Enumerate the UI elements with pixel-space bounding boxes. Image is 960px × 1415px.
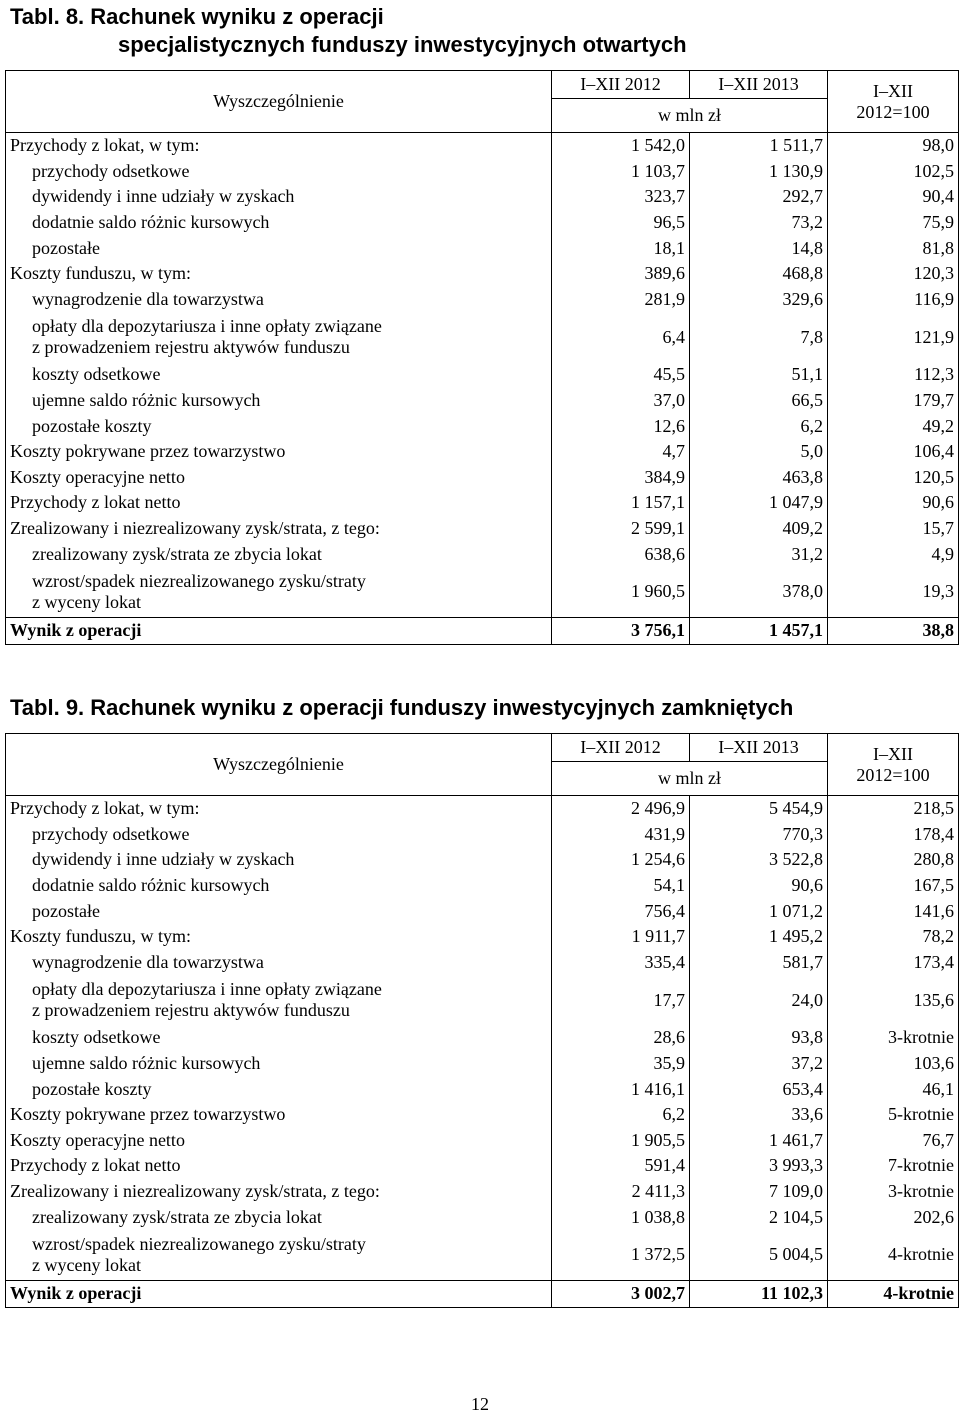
row-value-v3: 76,7 xyxy=(828,1128,959,1154)
table8-header-index-line2: 2012=100 xyxy=(856,101,930,122)
row-value-v2: 463,8 xyxy=(690,465,828,491)
table-row xyxy=(6,796,959,822)
table-row xyxy=(6,1280,959,1307)
row-value-v1: 281,9 xyxy=(552,287,690,313)
row-value-v2: 1 130,9 xyxy=(690,159,828,185)
row-value-v3: 280,8 xyxy=(828,847,959,873)
row-value-v2: 51,1 xyxy=(690,362,828,388)
table-row xyxy=(6,235,959,261)
row-label-line: przychody odsetkowe xyxy=(32,823,190,844)
row-value-v1: 1 103,7 xyxy=(552,159,690,185)
table8-header-col2: I–XII 2013 xyxy=(690,71,828,99)
row-label-line: Wynik z operacji xyxy=(10,1283,142,1304)
row-value-v1: 384,9 xyxy=(552,465,690,491)
table9-header-index-line2: 2012=100 xyxy=(856,764,930,785)
row-value-v3: 38,8 xyxy=(828,617,959,644)
row-value-v3: 112,3 xyxy=(828,362,959,388)
row-value-v2: 3 993,3 xyxy=(690,1153,828,1179)
table-row xyxy=(6,312,959,362)
row-value-v1: 54,1 xyxy=(552,873,690,899)
row-value-v1: 1 038,8 xyxy=(552,1204,690,1230)
row-label xyxy=(6,1179,552,1205)
row-label xyxy=(6,1280,552,1307)
row-value-v3: 78,2 xyxy=(828,924,959,950)
row-label-line: pozostałe koszty xyxy=(32,1078,152,1099)
row-value-v1: 2 599,1 xyxy=(552,516,690,542)
row-value-v1: 3 002,7 xyxy=(552,1280,690,1307)
table-row xyxy=(6,873,959,899)
row-value-v2: 7,8 xyxy=(690,312,828,362)
table-row xyxy=(6,541,959,567)
table-row xyxy=(6,184,959,210)
table8-header-index xyxy=(828,71,959,133)
row-value-v1: 1 157,1 xyxy=(552,490,690,516)
row-label xyxy=(6,617,552,644)
row-value-v2: 581,7 xyxy=(690,950,828,976)
table9-body xyxy=(6,796,959,1308)
row-value-v2: 1 457,1 xyxy=(690,617,828,644)
row-value-v2: 1 047,9 xyxy=(690,490,828,516)
row-label-line: Przychody z lokat, w tym: xyxy=(10,798,200,819)
row-value-v1: 756,4 xyxy=(552,898,690,924)
row-value-v2: 409,2 xyxy=(690,516,828,542)
row-value-v1: 335,4 xyxy=(552,950,690,976)
table-row xyxy=(6,362,959,388)
table-row xyxy=(6,950,959,976)
row-label xyxy=(6,1051,552,1077)
row-value-v3: 4,9 xyxy=(828,541,959,567)
row-value-v1: 431,9 xyxy=(552,822,690,848)
table8-title-line2: specjalistycznych funduszy inwestycyjnych otwartych xyxy=(118,32,687,57)
row-value-v2: 329,6 xyxy=(690,287,828,313)
table9-header-col1: I–XII 2012 xyxy=(552,734,690,762)
row-label-line: pozostałe xyxy=(32,237,100,258)
row-label-line: wynagrodzenie dla towarzystwa xyxy=(32,951,264,972)
row-value-v2: 2 104,5 xyxy=(690,1204,828,1230)
row-label-line: Zrealizowany i niezrealizowany zysk/strata, z tego: xyxy=(10,1181,380,1202)
table9-title xyxy=(10,694,793,722)
row-label xyxy=(6,950,552,976)
row-value-v2: 5 004,5 xyxy=(690,1230,828,1281)
table-row xyxy=(6,490,959,516)
row-label-line: zrealizowany zysk/strata ze zbycia lokat xyxy=(32,543,322,564)
row-label xyxy=(6,490,552,516)
row-label xyxy=(6,516,552,542)
row-value-v3: 218,5 xyxy=(828,796,959,822)
table8-title xyxy=(10,3,687,59)
row-value-v1: 12,6 xyxy=(552,413,690,439)
row-label-line: dodatnie saldo różnic kursowych xyxy=(32,212,270,233)
row-value-v3: 98,0 xyxy=(828,133,959,159)
row-label-line: opłaty dla depozytariusza i inne opłaty związane xyxy=(32,979,382,1000)
row-value-v3: 178,4 xyxy=(828,822,959,848)
row-label-line: Koszty pokrywane przez towarzystwo xyxy=(10,441,286,462)
table9-header-index xyxy=(828,734,959,796)
row-label-line: koszty odsetkowe xyxy=(32,1027,161,1048)
row-label xyxy=(6,796,552,822)
row-value-v2: 5 454,9 xyxy=(690,796,828,822)
row-label xyxy=(6,312,552,362)
table-row xyxy=(6,617,959,644)
row-label-line: z wyceny lokat xyxy=(32,1254,141,1275)
row-label-line: przychody odsetkowe xyxy=(32,160,190,181)
row-value-v2: 770,3 xyxy=(690,822,828,848)
row-value-v3: 116,9 xyxy=(828,287,959,313)
table-row xyxy=(6,1051,959,1077)
row-label xyxy=(6,184,552,210)
table9-header-index-line1: I–XII xyxy=(873,743,913,764)
row-value-v1: 37,0 xyxy=(552,388,690,414)
table-row xyxy=(6,1230,959,1281)
row-value-v2: 5,0 xyxy=(690,439,828,465)
row-value-v1: 2 411,3 xyxy=(552,1179,690,1205)
row-value-v2: 468,8 xyxy=(690,261,828,287)
row-label-line: opłaty dla depozytariusza i inne opłaty związane xyxy=(32,316,382,337)
row-value-v1: 2 496,9 xyxy=(552,796,690,822)
row-label xyxy=(6,210,552,236)
row-value-v2: 24,0 xyxy=(690,975,828,1025)
row-value-v3: 5-krotnie xyxy=(828,1102,959,1128)
row-label xyxy=(6,159,552,185)
row-value-v2: 653,4 xyxy=(690,1076,828,1102)
row-value-v2: 292,7 xyxy=(690,184,828,210)
row-label xyxy=(6,133,552,159)
table-row xyxy=(6,975,959,1025)
table-row xyxy=(6,1076,959,1102)
table-row xyxy=(6,516,959,542)
table9-header-col2: I–XII 2013 xyxy=(690,734,828,762)
row-value-v2: 3 522,8 xyxy=(690,847,828,873)
row-label xyxy=(6,924,552,950)
row-label xyxy=(6,873,552,899)
row-value-v1: 28,6 xyxy=(552,1025,690,1051)
row-value-v3: 106,4 xyxy=(828,439,959,465)
row-value-v3: 202,6 xyxy=(828,1204,959,1230)
row-value-v1: 6,4 xyxy=(552,312,690,362)
row-value-v2: 7 109,0 xyxy=(690,1179,828,1205)
row-value-v2: 90,6 xyxy=(690,873,828,899)
row-label-line: Wynik z operacji xyxy=(10,620,142,641)
table-row xyxy=(6,413,959,439)
row-label xyxy=(6,388,552,414)
row-value-v1: 591,4 xyxy=(552,1153,690,1179)
row-value-v3: 120,5 xyxy=(828,465,959,491)
row-label xyxy=(6,1128,552,1154)
table-row xyxy=(6,1204,959,1230)
row-label-line: Koszty operacyjne netto xyxy=(10,466,185,487)
row-value-v2: 1 495,2 xyxy=(690,924,828,950)
row-label-line: koszty odsetkowe xyxy=(32,364,161,385)
table-row xyxy=(6,439,959,465)
table8-header-unit: w mln zł xyxy=(552,99,828,133)
row-value-v1: 1 542,0 xyxy=(552,133,690,159)
row-value-v3: 179,7 xyxy=(828,388,959,414)
row-value-v3: 120,3 xyxy=(828,261,959,287)
row-value-v2: 33,6 xyxy=(690,1102,828,1128)
table-row xyxy=(6,567,959,618)
row-label xyxy=(6,439,552,465)
row-value-v1: 6,2 xyxy=(552,1102,690,1128)
row-label-line: pozostałe koszty xyxy=(32,415,152,436)
table9-header-label: Wyszczególnienie xyxy=(6,734,552,796)
table8-title-line1: Tabl. 8. Rachunek wyniku z operacji xyxy=(10,4,384,29)
row-label-line: Koszty operacyjne netto xyxy=(10,1129,185,1150)
row-value-v3: 90,4 xyxy=(828,184,959,210)
row-label xyxy=(6,541,552,567)
row-label xyxy=(6,898,552,924)
row-label xyxy=(6,413,552,439)
row-value-v3: 46,1 xyxy=(828,1076,959,1102)
row-label-line: pozostałe xyxy=(32,900,100,921)
row-label-line: z prowadzeniem rejestru aktywów funduszu xyxy=(32,1000,350,1021)
row-label xyxy=(6,1076,552,1102)
table-row xyxy=(6,1102,959,1128)
page-number: 12 xyxy=(471,1394,489,1414)
row-value-v3: 3-krotnie xyxy=(828,1179,959,1205)
table8-body xyxy=(6,133,959,645)
row-value-v1: 1 416,1 xyxy=(552,1076,690,1102)
row-value-v3: 173,4 xyxy=(828,950,959,976)
row-value-v2: 37,2 xyxy=(690,1051,828,1077)
row-label-line: Zrealizowany i niezrealizowany zysk/strata, z tego: xyxy=(10,518,380,539)
table-row xyxy=(6,847,959,873)
row-value-v3: 102,5 xyxy=(828,159,959,185)
row-label-line: dodatnie saldo różnic kursowych xyxy=(32,875,270,896)
row-value-v1: 17,7 xyxy=(552,975,690,1025)
table-row xyxy=(6,287,959,313)
row-label xyxy=(6,975,552,1025)
row-label xyxy=(6,235,552,261)
row-value-v1: 96,5 xyxy=(552,210,690,236)
row-value-v3: 7-krotnie xyxy=(828,1153,959,1179)
row-label-line: dywidendy i inne udziały w zyskach xyxy=(32,849,295,870)
row-label xyxy=(6,1153,552,1179)
table-row xyxy=(6,1153,959,1179)
row-label xyxy=(6,847,552,873)
table-row xyxy=(6,133,959,159)
row-label-line: dywidendy i inne udziały w zyskach xyxy=(32,186,295,207)
row-value-v3: 19,3 xyxy=(828,567,959,618)
row-value-v1: 1 905,5 xyxy=(552,1128,690,1154)
row-value-v3: 49,2 xyxy=(828,413,959,439)
row-label xyxy=(6,1025,552,1051)
row-value-v3: 135,6 xyxy=(828,975,959,1025)
row-label-line: Koszty pokrywane przez towarzystwo xyxy=(10,1104,286,1125)
table8-header-index-line1: I–XII xyxy=(873,80,913,101)
row-value-v1: 45,5 xyxy=(552,362,690,388)
table-row xyxy=(6,1179,959,1205)
row-value-v1: 3 756,1 xyxy=(552,617,690,644)
row-label xyxy=(6,362,552,388)
row-value-v1: 1 254,6 xyxy=(552,847,690,873)
row-value-v1: 1 372,5 xyxy=(552,1230,690,1281)
row-value-v2: 66,5 xyxy=(690,388,828,414)
row-value-v2: 378,0 xyxy=(690,567,828,618)
row-value-v3: 141,6 xyxy=(828,898,959,924)
row-value-v3: 90,6 xyxy=(828,490,959,516)
table-row xyxy=(6,261,959,287)
row-label-line: wynagrodzenie dla towarzystwa xyxy=(32,288,264,309)
row-label-line: Przychody z lokat, w tym: xyxy=(10,135,200,156)
table8-header-label: Wyszczególnienie xyxy=(6,71,552,133)
row-label xyxy=(6,1204,552,1230)
row-label xyxy=(6,567,552,618)
row-value-v2: 1 511,7 xyxy=(690,133,828,159)
row-label xyxy=(6,261,552,287)
row-value-v1: 4,7 xyxy=(552,439,690,465)
row-value-v3: 75,9 xyxy=(828,210,959,236)
row-value-v2: 11 102,3 xyxy=(690,1280,828,1307)
row-value-v3: 167,5 xyxy=(828,873,959,899)
row-value-v1: 323,7 xyxy=(552,184,690,210)
row-value-v1: 389,6 xyxy=(552,261,690,287)
row-value-v3: 121,9 xyxy=(828,312,959,362)
table-row xyxy=(6,1128,959,1154)
row-value-v3: 15,7 xyxy=(828,516,959,542)
row-value-v2: 6,2 xyxy=(690,413,828,439)
table9-header-unit: w mln zł xyxy=(552,762,828,796)
table9 xyxy=(5,733,959,1308)
table-row xyxy=(6,210,959,236)
row-label xyxy=(6,1230,552,1281)
row-value-v1: 1 960,5 xyxy=(552,567,690,618)
row-value-v3: 81,8 xyxy=(828,235,959,261)
table-row xyxy=(6,388,959,414)
row-label xyxy=(6,287,552,313)
table8 xyxy=(5,70,959,645)
row-label xyxy=(6,1102,552,1128)
row-label xyxy=(6,465,552,491)
row-value-v2: 31,2 xyxy=(690,541,828,567)
row-value-v1: 35,9 xyxy=(552,1051,690,1077)
row-label-line: zrealizowany zysk/strata ze zbycia lokat xyxy=(32,1206,322,1227)
row-value-v2: 14,8 xyxy=(690,235,828,261)
table-row xyxy=(6,1025,959,1051)
row-label-line: Koszty funduszu, w tym: xyxy=(10,263,191,284)
row-value-v3: 4-krotnie xyxy=(828,1230,959,1281)
row-label-line: z wyceny lokat xyxy=(32,591,141,612)
table-row xyxy=(6,898,959,924)
table-row xyxy=(6,465,959,491)
row-label-line: Przychody z lokat netto xyxy=(10,1155,181,1176)
row-value-v3: 3-krotnie xyxy=(828,1025,959,1051)
table9-title-line1: Tabl. 9. Rachunek wyniku z operacji funduszy inwestycyjnych zamkniętych xyxy=(10,695,794,720)
row-value-v1: 1 911,7 xyxy=(552,924,690,950)
table-row xyxy=(6,822,959,848)
row-value-v1: 18,1 xyxy=(552,235,690,261)
row-value-v3: 4-krotnie xyxy=(828,1280,959,1307)
row-label-line: ujemne saldo różnic kursowych xyxy=(32,390,261,411)
row-label-line: Koszty funduszu, w tym: xyxy=(10,926,191,947)
row-label-line: Przychody z lokat netto xyxy=(10,492,181,513)
row-label-line: z prowadzeniem rejestru aktywów funduszu xyxy=(32,337,350,358)
table-row xyxy=(6,159,959,185)
row-value-v2: 1 461,7 xyxy=(690,1128,828,1154)
row-value-v2: 93,8 xyxy=(690,1025,828,1051)
table-row xyxy=(6,924,959,950)
row-label-line: wzrost/spadek niezrealizowanego zysku/straty xyxy=(32,570,366,591)
row-value-v3: 103,6 xyxy=(828,1051,959,1077)
row-value-v2: 1 071,2 xyxy=(690,898,828,924)
row-label xyxy=(6,822,552,848)
row-value-v1: 638,6 xyxy=(552,541,690,567)
row-label-line: ujemne saldo różnic kursowych xyxy=(32,1053,261,1074)
row-label-line: wzrost/spadek niezrealizowanego zysku/straty xyxy=(32,1233,366,1254)
row-value-v2: 73,2 xyxy=(690,210,828,236)
table8-header-col1: I–XII 2012 xyxy=(552,71,690,99)
